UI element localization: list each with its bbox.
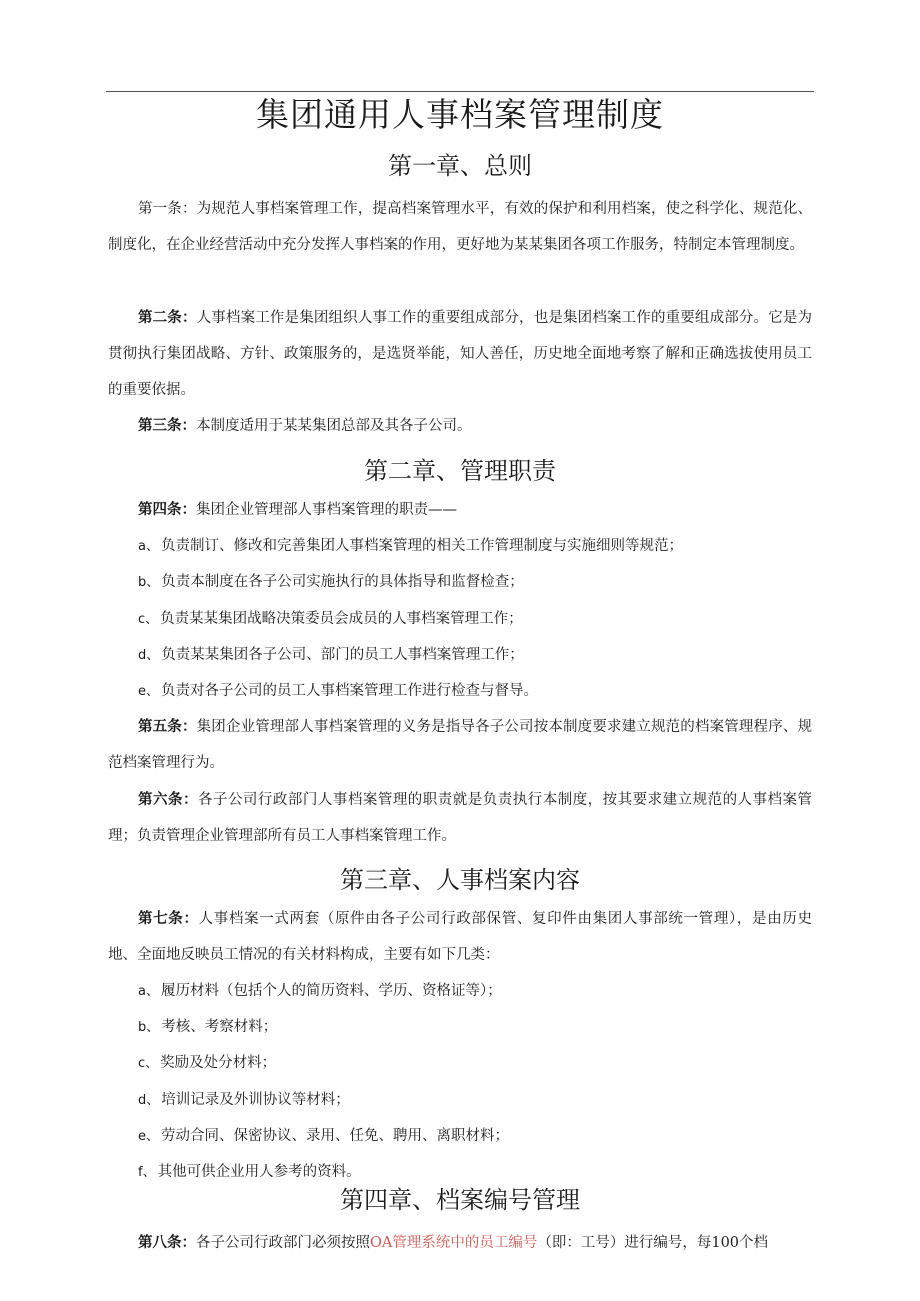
article-6 bbox=[108, 782, 812, 854]
chapter-1-heading: 第一章、总则 bbox=[388, 152, 532, 180]
article-3 bbox=[108, 408, 812, 444]
list-item: a、 负责制订、修改和完善集团人事档案管理的相关工作管理制度与实施细则等规范； bbox=[138, 538, 683, 554]
article-8-label: 第八条： bbox=[138, 1234, 196, 1251]
article-4-text: 集团企业管理部人事档案管理的职责—— bbox=[196, 502, 457, 518]
article-2 bbox=[108, 300, 812, 408]
article-8 bbox=[108, 1225, 812, 1261]
chapter-2-heading: 第二章、管理职责 bbox=[364, 457, 556, 485]
list-item: d、 培训记录及外训协议等材料； bbox=[138, 1092, 350, 1108]
list-item: c、 负责某某集团战略决策委员会成员的人事档案管理工作； bbox=[138, 611, 523, 627]
list-item: d、 负责某某集团各子公司、部门的员工人事档案管理工作； bbox=[138, 647, 524, 663]
article-5-text: 集团企业管理部人事档案管理的义务是指导各子公司按本制度要求建立规范的档案管理程序、规范档案管理行为。 bbox=[108, 719, 812, 771]
article-7-text: 人事档案一式两套（原件由各子公司行政部保管、复印件由集团人事部统一管理），是由历史地、全面地反映员工情况的有关材料构成，主要有如下几类： bbox=[108, 911, 813, 963]
article-6-text: 各子公司行政部门人事档案管理的职责就是负责执行本制度，按其要求建立规范的人事档案管理；负责管理企业管理部所有员工人事档案管理工作。 bbox=[108, 792, 813, 844]
article-2-label: 第二条： bbox=[138, 309, 197, 326]
list-item: f、 其他可供企业用人参考的资料。 bbox=[138, 1164, 361, 1180]
article-5 bbox=[108, 709, 812, 781]
chapter-3-heading: 第三章、人事档案内容 bbox=[340, 866, 580, 894]
article-4 bbox=[108, 492, 812, 528]
document-title: 集团通用人事档案管理制度 bbox=[256, 95, 664, 134]
list-item: e、 劳动合同、保密协议、录用、任免、聘用、离职材料； bbox=[138, 1128, 509, 1144]
article-8-text-pre: 各子公司行政部门必须按照 bbox=[196, 1235, 370, 1251]
article-7-label: 第七条： bbox=[138, 910, 199, 927]
article-7 bbox=[108, 901, 812, 973]
article-2-text: 人事档案工作是集团组织人事工作的重要组成部分，也是集团档案工作的重要组成部分。它是为贯彻执行集团战略、方针、政策服务的，是选贤举能，知人善任，历史地全面地考察了解和正确选拔使用员工的重要依据。 bbox=[108, 310, 812, 398]
article-8-highlight: OA管理系统中的员工编号 bbox=[370, 1235, 538, 1251]
article-4-label: 第四条： bbox=[138, 501, 196, 518]
article-3-label: 第三条： bbox=[138, 417, 196, 434]
article-1 bbox=[108, 191, 812, 263]
list-item: b、 负责本制度在各子公司实施执行的具体指导和监督检查； bbox=[138, 574, 524, 590]
article-5-label: 第五条： bbox=[138, 718, 197, 735]
article-1-label: 第一条： bbox=[138, 201, 197, 217]
list-item: c、 奖励及处分材料； bbox=[138, 1055, 277, 1071]
article-3-text: 本制度适用于某某集团总部及其各子公司。 bbox=[196, 418, 472, 434]
article-1-text: 为规范人事档案管理工作，提高档案管理水平，有效的保护和利用档案，使之科学化、规范化、制度化，在企业经营活动中充分发挥人事档案的作用，更好地为某某集团各项工作服务，特制定本管理制度。 bbox=[108, 201, 812, 253]
list-item: e、 负责对各子公司的员工人事档案管理工作进行检查与督导。 bbox=[138, 683, 538, 699]
chapter-4-heading: 第四章、档案编号管理 bbox=[340, 1186, 580, 1214]
article-8-text-post: （即：工号）进行编号，每100个档 bbox=[537, 1235, 769, 1251]
list-item: b、 考核、考察材料； bbox=[138, 1019, 278, 1035]
article-6-label: 第六条： bbox=[138, 791, 198, 808]
list-item: a、 履历材料（包括个人的简历资料、学历、资格证等）； bbox=[138, 983, 502, 999]
